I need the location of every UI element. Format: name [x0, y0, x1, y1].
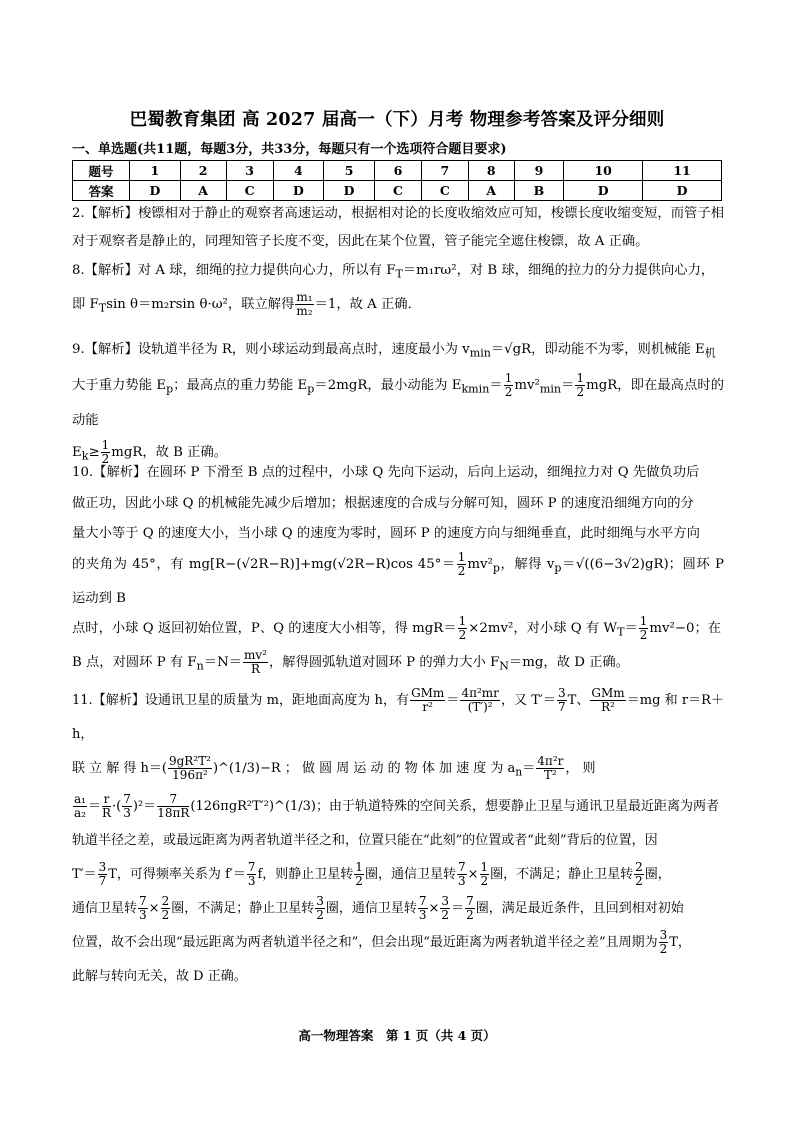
q-number: 3 — [226, 161, 273, 181]
q-number: 7 — [421, 161, 468, 181]
q-number: 1 — [130, 161, 181, 181]
answer-row — [73, 181, 722, 201]
q-answer: D — [273, 181, 324, 201]
q-number: 5 — [324, 161, 375, 181]
q-number: 4 — [273, 161, 324, 181]
q-number: 8 — [468, 161, 514, 181]
section-heading: 一、单选题(共11题，每题3分，共33分，每题只有一个选项符合题目要求) — [72, 142, 507, 157]
page-title: 巴蜀教育集团 高 2027 届高一（下）月考 物理参考答案及评分细则 — [129, 110, 665, 130]
q-answer: D — [643, 181, 722, 201]
page-footer: 高一物理答案 第 1 页（共 4 页） — [298, 1028, 496, 1043]
q-number: 6 — [374, 161, 421, 181]
q-number: 9 — [514, 161, 564, 181]
q-answer: D — [130, 181, 181, 201]
fraction-half: $\frac{1}{2}$ — [576, 370, 585, 399]
question-number-row — [73, 161, 722, 181]
explanation-q9: 9.【解析】设轨道半径为 R，则小球运动到最高点时，速度最小为 $v_{min}=√gR$，即动能不为零，则机械能 $E_机$ 大于重力势能 $E_p$；最高点的重力势能 $E_p=2mgR$，最小动能为 $E_{kmin}=$ $\frac{1}{2}$ $mv^2_{min}=$ $\frac{1}{2}$ mgR，即在最高点时的动能 $E_k\ge$ $\frac{1}{2}$ mgR，故 B 正确。 — [72, 342, 725, 467]
q-number: 10 — [564, 161, 643, 181]
explanation-q10: 10.【解析】在圆环 P 下滑至 B 点的过程中，小球 Q 先向下运动，后向上运动，细绳拉力对 Q 先做负功后 做正功，因此小球 Q 的机械能先减少后增加；根据速度的合成与分解可知，圆环 P 的速度沿细绳方向的分 量大小等于 Q 的速度大小，当小球 Q 的速度为零时，圆环 P 的速度方向与细绳垂直，此时细绳与水平方向 的夹角为 45°，有 mg[R−(√2R−R)]+mg(√2R−R)cos 45°＝ $\frac{1}{2}$ $mv^2_p$，解得 $v_p=√((6-3√2)gR)$；圆环 P 运动到 B 点时，小球 Q 返回初始位置，P、Q 的速度大小相等，得 mgR＝ $\frac{1}{2}$ ×2mv²，对小球 Q 有 $W_T=$ $\frac{1}{2}$ mv²−0；在 B 点，对圆环 P 有 $F_n=N=$ $\frac{\text{mv²}}{R}$ ，解得圆弧轨道对圆环 P 的弹力大小 $F_N=mg$，故 D 正确。 — [72, 465, 724, 677]
fraction-m1-m2: $\frac{\text{m₁}}{\text{m₂}}$ — [296, 289, 313, 318]
explanation-q11: 11.【解析】设通讯卫星的质量为 m，距地面高度为 h，有 $\frac{\text{GMm}}{\text{r²}}$ ＝ $\frac{\text{4π²mr}}{\text{(T′)²}}$ ，又 T′＝ $\frac{3}{7}$ T、 $\frac{\text{GMm}}{\text{R²}}$ ＝mg 和 r＝R＋h， 联 立 解 得 h＝( $\frac{\text{9gR²T²}}{\text{196π²}}$ )^(1/3)−R ； 做 圆 周 运 动 的 物 体 加 速 度 为 $a_n=$ $\frac{\text{4π²r}}{\text{T²}}$ ， 则 $\frac{\text{a₁}}{\text{a₂}}$ ＝ $\frac{r}{R}$ ·( $\frac{7}{3}$ )²＝ $\frac{7}{18\pi R}$ (126πgR²T′²)^(1/3)；由于轨道特殊的空间关系，想要静止卫星与通讯卫星最近距离为两者 轨道半径之差，或最远距离为两者轨道半径之和，位置只能在“此刻”的位置或者“此刻”背后的位置，因 T′＝ $\frac{3}{7}$ T，可得频率关系为 f′＝ $\frac{7}{3}$ f，则静止卫星转 $\frac{1}{2}$ 圈，通信卫星转 $\frac{7}{3}$ × $\frac{1}{2}$ 圈，不满足；静止卫星转 $\frac{2}{2}$ 圈， 通信卫星转 $\frac{7}{3}$ × $\frac{2}{2}$ 圈，不满足；静止卫星转 $\frac{3}{2}$ 圈，通信卫星转 $\frac{7}{3}$ × $\frac{3}{2}$ ＝ $\frac{7}{2}$ 圈，满足最近条件，且回到相对初始 位置，故不会出现“最远距离为两者轨道半径之和”，但会出现“最近距离为两者轨道半径之差”且周期为 $\frac{3}{2}$ T， 此解与转向无关，故 D 正确。 — [72, 686, 724, 984]
q-number: 11 — [643, 161, 722, 181]
row-label-answer: 答案 — [73, 181, 130, 201]
q-answer: A — [468, 181, 514, 201]
q-answer: D — [564, 181, 643, 201]
fraction-half: $\frac{1}{2}$ — [504, 370, 513, 399]
answer-table — [72, 160, 722, 201]
q-answer: A — [180, 181, 226, 201]
q-answer: C — [226, 181, 273, 201]
q-answer: C — [374, 181, 421, 201]
fraction-half: $\frac{1}{2}$ — [101, 438, 110, 467]
q-answer: C — [421, 181, 468, 201]
q-answer: D — [324, 181, 375, 201]
row-label-number: 题号 — [73, 161, 130, 181]
q-number: 2 — [180, 161, 226, 181]
explanation-q8: 8.【解析】对 A 球，细绳的拉力提供向心力，所以有 $F_T=m_1r\omega^2$，对 B 球，细绳的拉力的分力提供向心力， 即 $F_T\sin$ θ＝m₂rsin θ·ω²，联立解得 $\frac{\text{m₁}}{\text{m₂}}$ ＝1，故 A 正确． — [72, 263, 715, 318]
q-answer: B — [514, 181, 564, 201]
explanation-q2: 2.【解析】梭镖相对于静止的观察者高速运动，根据相对论的长度收缩效应可知，梭镖长度收缩变短，而管子相对于观察者是静止的，同理知管子长度不变，因此在某个位置，管子能完全遮住梭镖，故 A 正确。 — [72, 206, 724, 249]
